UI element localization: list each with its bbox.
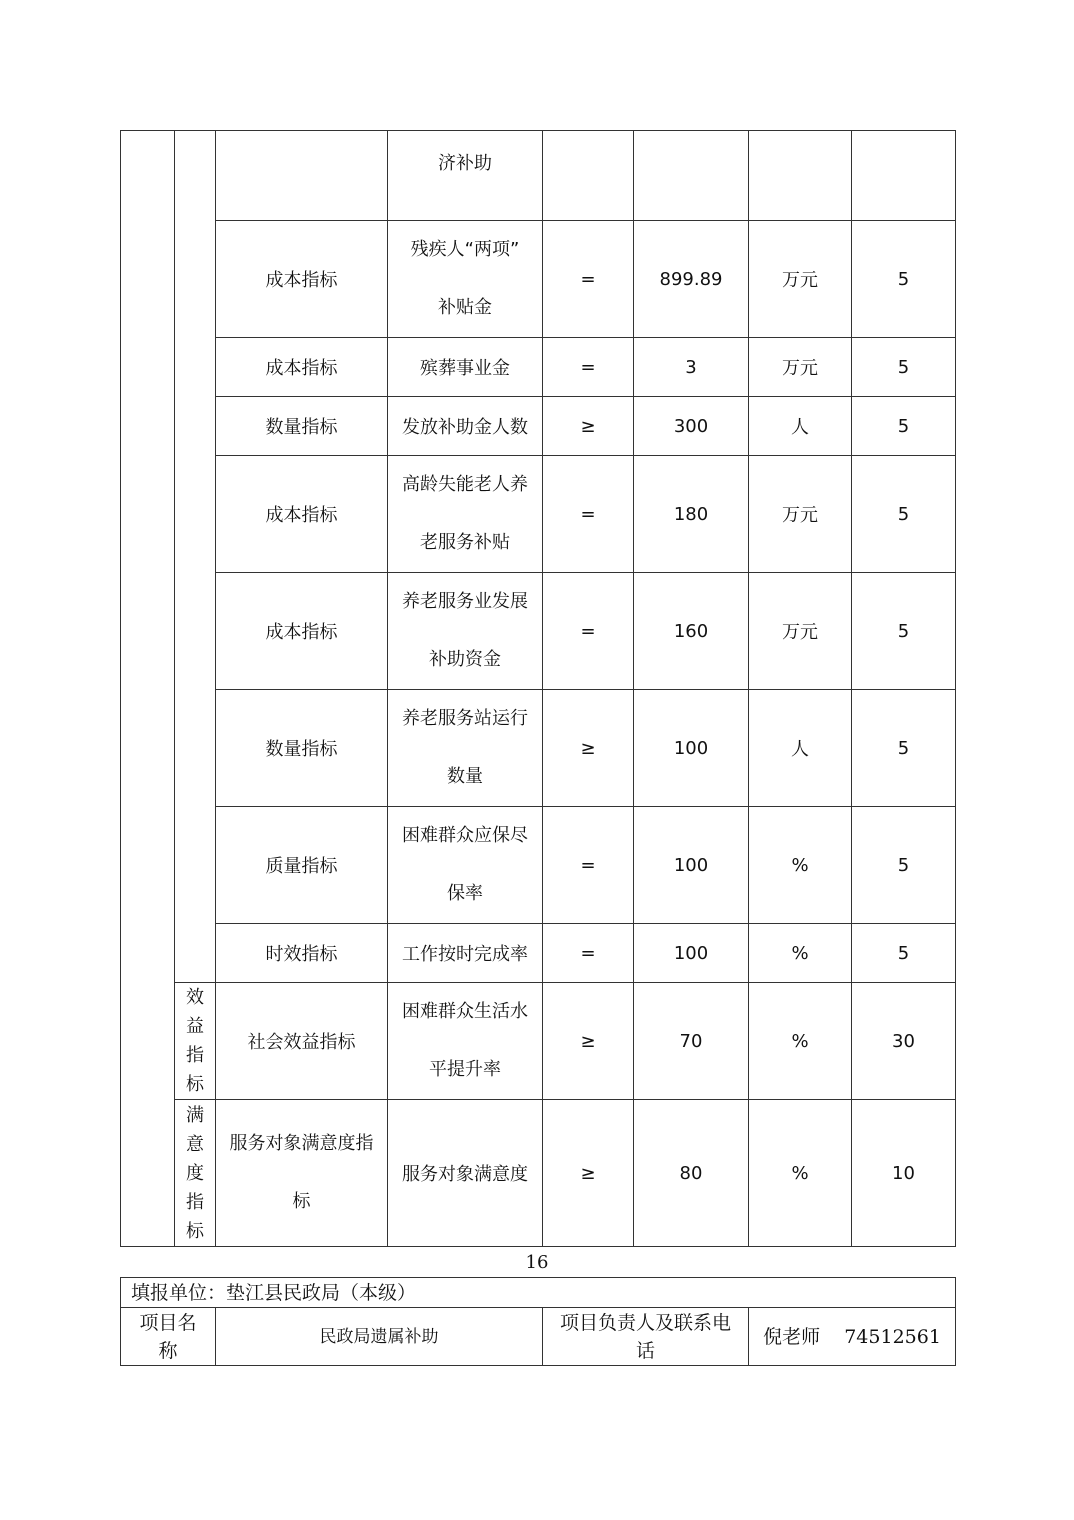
category-cell: 质量指标 — [216, 807, 388, 924]
operator-cell: = — [543, 807, 634, 924]
value-cell: 100 — [634, 690, 749, 807]
indicator-cell: 高龄失能老人养 老服务补贴 — [388, 456, 543, 573]
score-cell: 5 — [852, 690, 956, 807]
table-row — [121, 924, 956, 983]
performance-indicator-table — [120, 130, 956, 1247]
category-cell: 社会效益指标 — [216, 983, 388, 1100]
value-cell: 300 — [634, 397, 749, 456]
value-cell: 3 — [634, 338, 749, 397]
unit-cell: 万元 — [749, 456, 852, 573]
table-row — [121, 1278, 956, 1308]
score-cell: 5 — [852, 397, 956, 456]
indicator-cell: 济补助 — [388, 131, 543, 221]
indicator-cell: 工作按时完成率 — [388, 924, 543, 983]
table-row — [121, 1100, 956, 1247]
operator-cell: ≥ — [543, 1100, 634, 1247]
unit-cell: 人 — [749, 397, 852, 456]
unit-cell: 万元 — [749, 221, 852, 338]
score-cell: 5 — [852, 573, 956, 690]
indicator-cell: 困难群众应保尽 保率 — [388, 807, 543, 924]
satisfaction-group-label: 满 意 度 指 标 — [175, 1100, 216, 1247]
operator-cell: = — [543, 338, 634, 397]
contact-value: 倪老师 74512561 — [749, 1308, 956, 1366]
value-cell: 80 — [634, 1100, 749, 1247]
unit-cell: % — [749, 924, 852, 983]
category-cell: 成本指标 — [216, 456, 388, 573]
unit-cell: 万元 — [749, 573, 852, 690]
table-row — [121, 338, 956, 397]
operator-cell: = — [543, 221, 634, 338]
operator-cell: = — [543, 573, 634, 690]
indicator-cell: 发放补助金人数 — [388, 397, 543, 456]
category-cell: 时效指标 — [216, 924, 388, 983]
table-row — [121, 456, 956, 573]
table-row — [121, 221, 956, 338]
value-cell: 899.89 — [634, 221, 749, 338]
score-cell: 5 — [852, 338, 956, 397]
value-cell: 100 — [634, 924, 749, 983]
category-cell: 数量指标 — [216, 690, 388, 807]
value-cell: 70 — [634, 983, 749, 1100]
operator-cell: = — [543, 924, 634, 983]
indicator-cell: 残疾人“两项” 补贴金 — [388, 221, 543, 338]
score-cell: 10 — [852, 1100, 956, 1247]
outer-group-cell — [121, 131, 175, 1247]
unit-cell: 万元 — [749, 338, 852, 397]
category-cell — [216, 131, 388, 221]
table-row — [121, 131, 956, 221]
indicator-cell: 养老服务站运行 数量 — [388, 690, 543, 807]
value-cell: 100 — [634, 807, 749, 924]
unit-cell: % — [749, 983, 852, 1100]
indicator-cell: 养老服务业发展 补助资金 — [388, 573, 543, 690]
table-row — [121, 690, 956, 807]
unit-cell: % — [749, 1100, 852, 1247]
score-cell: 5 — [852, 221, 956, 338]
indicator-cell: 困难群众生活水 平提升率 — [388, 983, 543, 1100]
category-cell: 成本指标 — [216, 338, 388, 397]
score-cell: 5 — [852, 807, 956, 924]
category-cell: 服务对象满意度指 标 — [216, 1100, 388, 1247]
project-info-table — [120, 1277, 956, 1366]
category-cell: 成本指标 — [216, 221, 388, 338]
operator-cell: ≥ — [543, 397, 634, 456]
category-cell: 数量指标 — [216, 397, 388, 456]
indicator-cell: 服务对象满意度 — [388, 1100, 543, 1247]
value-cell: 180 — [634, 456, 749, 573]
output-group-cell — [175, 131, 216, 983]
score-cell: 30 — [852, 983, 956, 1100]
category-cell: 成本指标 — [216, 573, 388, 690]
operator-cell: ≥ — [543, 690, 634, 807]
score-cell: 5 — [852, 924, 956, 983]
unit-cell: 人 — [749, 690, 852, 807]
contact-label: 项目负责人及联系电 话 — [543, 1308, 749, 1366]
value-cell: 160 — [634, 573, 749, 690]
unit-cell: % — [749, 807, 852, 924]
project-name-label: 项目名 称 — [121, 1308, 216, 1366]
benefit-group-label: 效 益 指 标 — [175, 983, 216, 1100]
page-number: 16 — [525, 1252, 549, 1273]
reporting-unit: 填报单位：垫江县民政局（本级） — [121, 1278, 956, 1308]
project-name-value: 民政局遗属补助 — [216, 1308, 543, 1366]
table-row — [121, 983, 956, 1100]
indicator-cell: 殡葬事业金 — [388, 338, 543, 397]
table-row — [121, 397, 956, 456]
operator-cell: = — [543, 456, 634, 573]
table-row — [121, 807, 956, 924]
table-row — [121, 1308, 956, 1366]
score-cell: 5 — [852, 456, 956, 573]
table-row — [121, 573, 956, 690]
operator-cell: ≥ — [543, 983, 634, 1100]
